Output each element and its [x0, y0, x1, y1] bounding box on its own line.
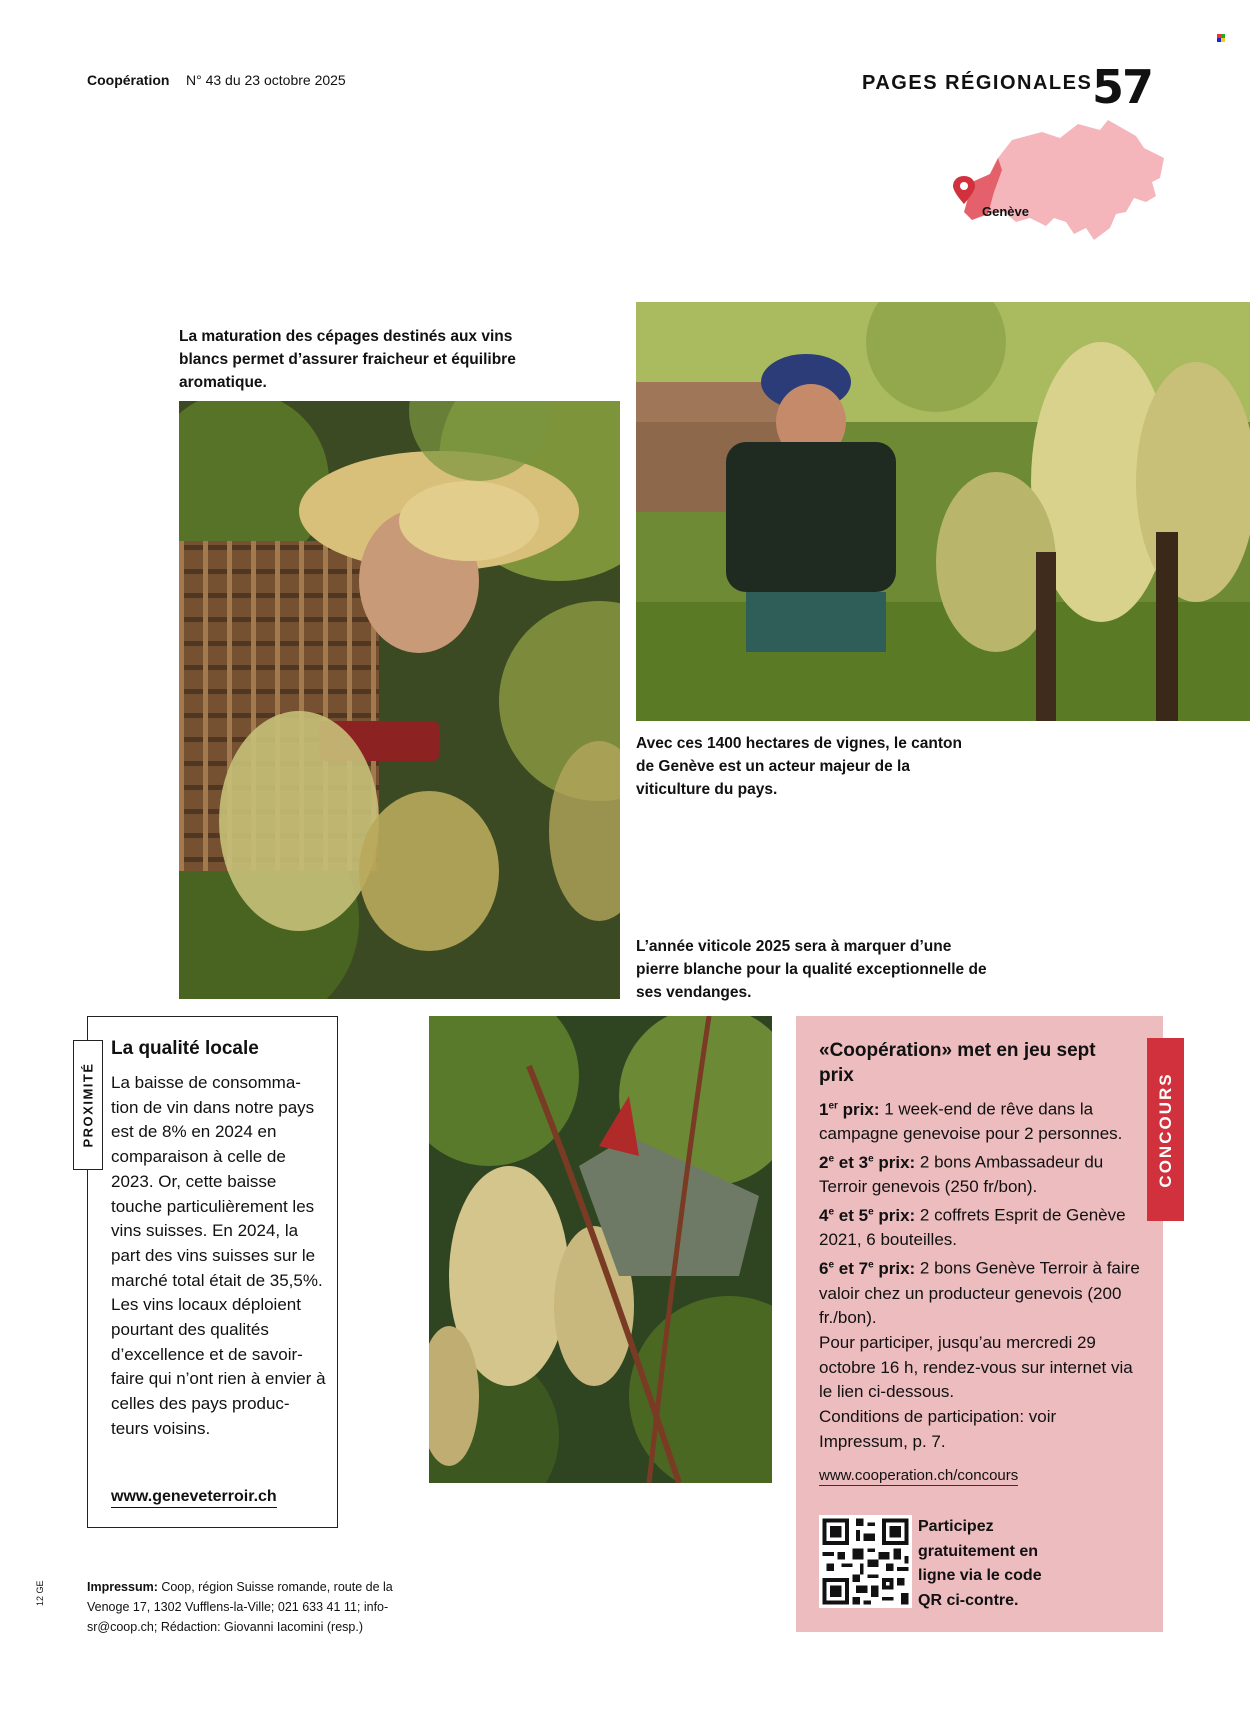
issue-info: N° 43 du 23 octobre 2025: [186, 72, 346, 88]
prize-item: 6e et 7e prix: 2 bons Genève Terroir à faire valoir chez un producteur genevois (200 fr./bon).: [819, 1258, 1140, 1328]
prize-item: 1er prix: 1 week-end de rêve dans la campagne genevoise pour 2 personnes.: [819, 1099, 1123, 1144]
proximite-body: La baisse de consomma-tion de vin dans notre pays est de 8% en 2024 en comparaison à celle de 2023. Or, cette baisse touche particulièrement les vins suisses. En 2024, la part des vins suisses sur le marché total était de 35,5%. Les vins locaux déploient pourtant des qualités d’excellence et de savoir-faire qui n’ont rien à envier à celles des pays produc-teurs voisins.: [111, 1073, 326, 1438]
contest-conditions: Conditions de participation: voir Impressum, p. 7.: [819, 1407, 1057, 1451]
map-region-label: Genève: [982, 204, 1029, 219]
caption-grape-maturation: La maturation des cépages destinés aux vins blancs permet d’assurer fraicheur et équilibre aromatique.: [179, 328, 516, 391]
contest-link[interactable]: www.cooperation.ch/concours: [819, 1467, 1019, 1484]
contest-tag: CONCOURS: [1147, 1038, 1184, 1221]
photo-gloved-hand-shears: [429, 1016, 772, 1483]
proximite-tag: PROXIMITÉ: [73, 1040, 103, 1170]
qr-code[interactable]: [819, 1515, 912, 1608]
impressum: Impressum: Coop, région Suisse romande, route de la Venoge 17, 1302 Vufflens-la-Ville; 021 633 41 11; info-sr@coop.ch; Rédaction: Giovanni Iacomini (resp.): [87, 1580, 393, 1634]
contest-participation: Pour participer, jusqu’au mercredi 29 octobre 16 h, rendez-vous sur internet via le lien ci-dessous.: [819, 1332, 1133, 1402]
publication-name: Coopération: [87, 72, 170, 88]
switzerland-map: [950, 118, 1170, 258]
prize-item: 2e et 3e prix: 2 bons Ambassadeur du Terroir genevois (250 fr/bon).: [819, 1152, 1104, 1197]
prize-item: 4e et 5e prix: 2 coffrets Esprit de Genève 2021, 6 bouteilles.: [819, 1205, 1126, 1250]
caption-vintage-2025: L’année viticole 2025 sera à marquer d’une pierre blanche pour la qualité exceptionnelle de ses vendanges.: [636, 938, 987, 1001]
qr-instructions: Participez gratuitement en ligne via le code QR ci-contre.: [918, 1518, 1042, 1609]
photo-winegrower-straw-hat: [179, 401, 620, 999]
proximite-title: La qualité locale: [111, 1038, 259, 1059]
caption-vineyard-area: Avec ces 1400 hectares de vignes, le canton de Genève est un acteur majeur de la viticulture du pays.: [636, 735, 962, 798]
color-registration-mark: [1217, 34, 1225, 42]
contest-body: [819, 1094, 1149, 1454]
contest-title: «Coopération» met en jeu sept prix: [819, 1040, 1096, 1086]
page-number: 57: [1092, 60, 1153, 114]
geneveterroir-link[interactable]: www.geneveterroir.ch: [111, 1488, 277, 1508]
section-title: PAGES RÉGIONALES: [862, 72, 1093, 94]
folio: 12 GE: [35, 1580, 45, 1606]
photo-grape-picker-vineyard: [636, 302, 1250, 721]
